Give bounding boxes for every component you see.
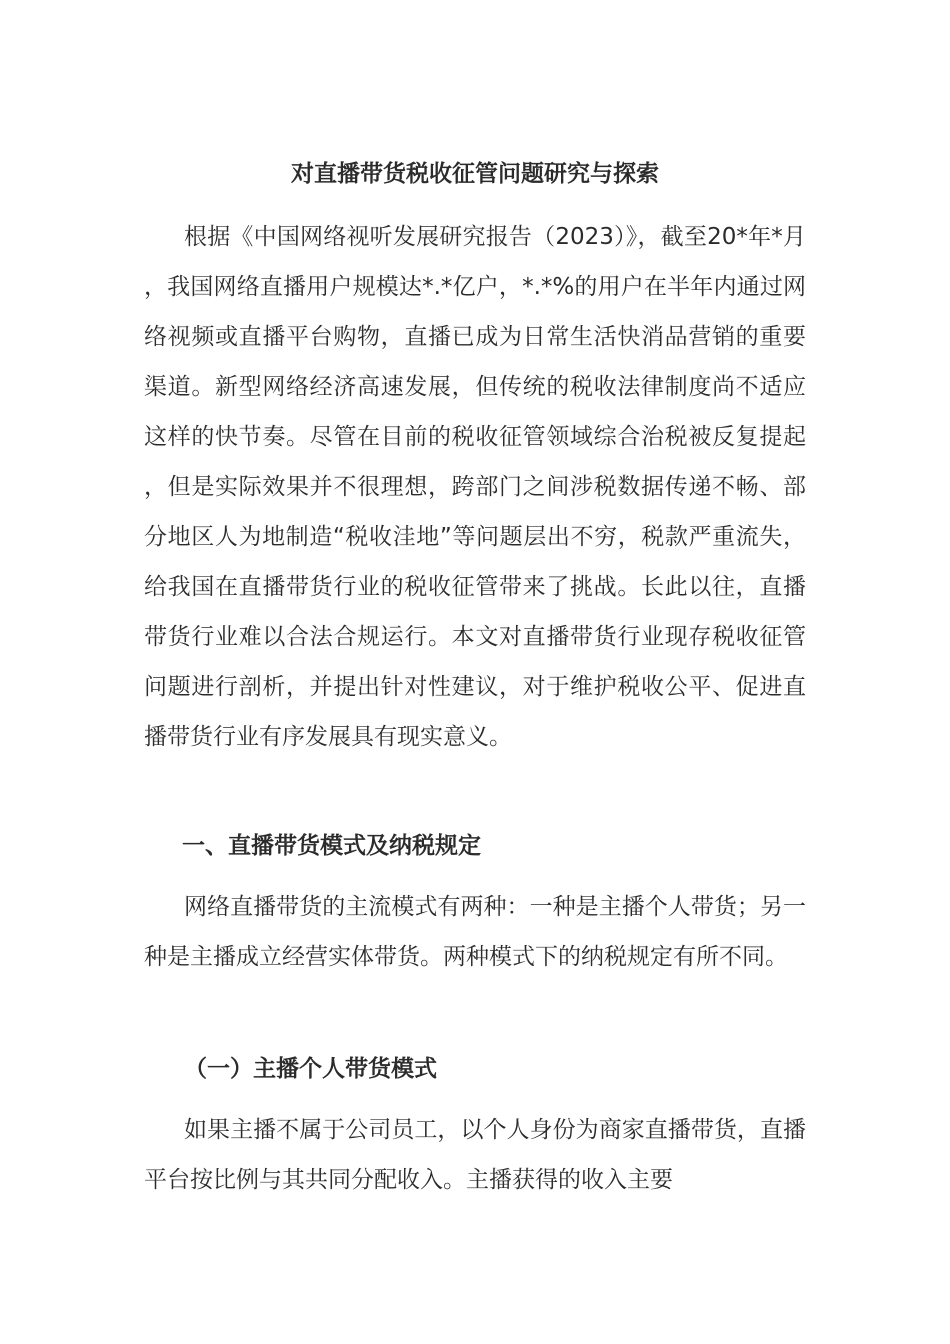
subsection-paragraph: 如果主播不属于公司员工，以个人身份为商家直播带货，直播平台按比例与其共同分配收入。主播获得的收入主要 <box>144 1117 806 1193</box>
section-paragraph: 网络直播带货的主流模式有两种：一种是主播个人带货；另一种是主播成立经营实体带货。两种模式下的纳税规定有所不同。 <box>144 894 806 970</box>
subsection-heading: （一）主播个人带货模式 <box>184 1056 437 1082</box>
intro-paragraph: 根据《中国网络视听发展研究报告（2023）》，截至20*年*月，我国网络直播用户规模达*.*亿户，*.*%的用户在半年内通过网络视频或直播平台购物，直播已成为日常生活快消品营销的重要渠道。新型网络经济高速发展，但传统的税收法律制度尚不适应这样的快节奏。尽管在目前的税收征管领域综合治税被反复提起，但是实际效果并不很理想，跨部门之间涉税数据传递不畅、部分地区人为地制造“税收洼地”等问题层出不穷，税款严重流失，给我国在直播带货行业的税收征管带来了挑战。长此以往，直播带货行业难以合法合规运行。本文对直播带货行业现存税收征管问题进行剖析，并提出针对性建议，对于维护税收公平、促进直播带货行业有序发展具有现实意义。 <box>144 224 806 750</box>
section-heading: 一、直播带货模式及纳税规定 <box>182 833 481 859</box>
document-title: 对直播带货税收征管问题研究与探索 <box>291 161 659 187</box>
